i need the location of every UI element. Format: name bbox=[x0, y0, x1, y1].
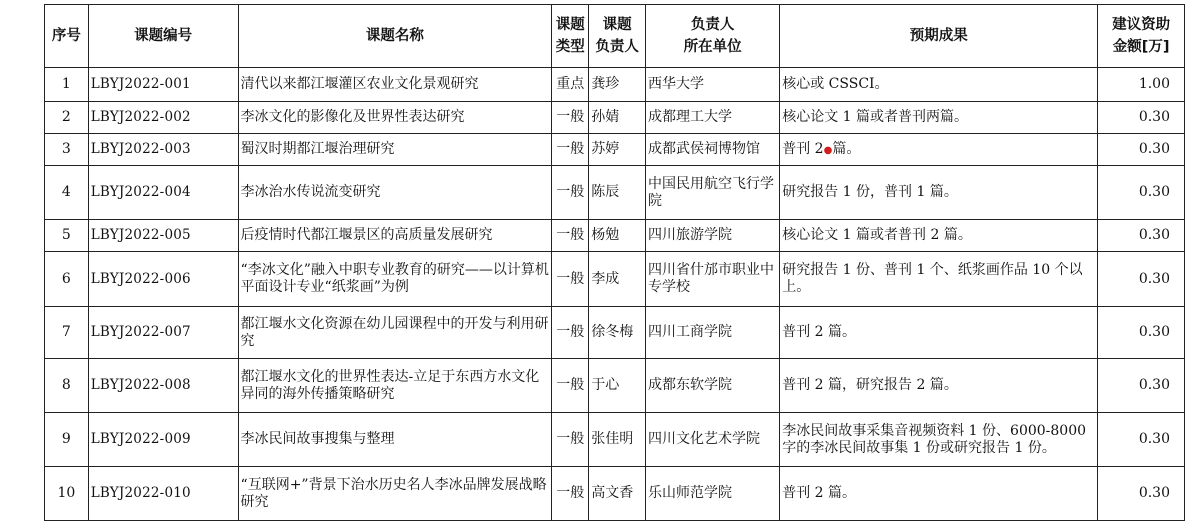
header-seq: 序号 bbox=[45, 5, 89, 68]
cell-type: 一般 bbox=[552, 102, 589, 134]
header-amount-line2: 金额[万] bbox=[1112, 39, 1170, 55]
cell-seq: 6 bbox=[45, 252, 89, 307]
cell-seq: 2 bbox=[45, 102, 89, 134]
cell-code: LBYJ2022-002 bbox=[88, 102, 238, 134]
cell-result: 研究报告 1 份、普刊 1 个、纸浆画作品 10 个以上。 bbox=[780, 252, 1098, 307]
cell-name: “互联网+”背景下治水历史名人李冰品牌发展战略研究 bbox=[238, 467, 552, 521]
cell-leader: 龚珍 bbox=[589, 68, 646, 102]
cell-result: 普刊 2 篇。 bbox=[780, 307, 1098, 359]
cell-name: 李冰民间故事搜集与整理 bbox=[238, 413, 552, 467]
cell-seq: 7 bbox=[45, 307, 89, 359]
cell-code: LBYJ2022-010 bbox=[88, 467, 238, 521]
cell-code: LBYJ2022-005 bbox=[88, 220, 238, 252]
cell-amount: 0.30 bbox=[1098, 134, 1185, 166]
cell-leader: 于心 bbox=[589, 359, 646, 413]
cell-type: 一般 bbox=[552, 220, 589, 252]
header-result: 预期成果 bbox=[780, 5, 1098, 68]
cell-leader: 高文香 bbox=[589, 467, 646, 521]
cell-name: “李冰文化”融入中职专业教育的研究——以计算机平面设计专业“纸浆画”为例 bbox=[238, 252, 552, 307]
cell-unit: 成都东软学院 bbox=[646, 359, 780, 413]
cell-amount: 0.30 bbox=[1098, 220, 1185, 252]
cell-result: 普刊 2 篇，研究报告 2 篇。 bbox=[780, 359, 1098, 413]
header-type-line1: 课题 bbox=[555, 17, 585, 33]
header-type bbox=[552, 5, 589, 68]
table-row bbox=[45, 220, 1185, 252]
cell-amount: 1.00 bbox=[1098, 68, 1185, 102]
cell-seq: 9 bbox=[45, 413, 89, 467]
cell-result: 李冰民间故事采集音视频资料 1 份、6000-8000 字的李冰民间故事集 1 份或研究报告 1 份。 bbox=[780, 413, 1098, 467]
header-amount-line1: 建议资助 bbox=[1112, 17, 1171, 33]
cell-leader: 徐冬梅 bbox=[589, 307, 646, 359]
table-row bbox=[45, 134, 1185, 166]
cell-amount: 0.30 bbox=[1098, 102, 1185, 134]
cell-amount: 0.30 bbox=[1098, 467, 1185, 521]
cell-result-tail: 篇。 bbox=[832, 140, 861, 157]
cell-code: LBYJ2022-004 bbox=[88, 166, 238, 220]
table-row bbox=[45, 413, 1185, 467]
cell-code: LBYJ2022-009 bbox=[88, 413, 238, 467]
cell-type: 一般 bbox=[552, 166, 589, 220]
cell-unit: 四川省什邡市职业中专学校 bbox=[646, 252, 780, 307]
table-row bbox=[45, 68, 1185, 102]
header-unit-line2: 所在单位 bbox=[683, 39, 742, 55]
cell-name: 李冰文化的影像化及世界性表达研究 bbox=[238, 102, 552, 134]
header-leader-line2: 负责人 bbox=[595, 39, 639, 55]
cell-leader: 陈辰 bbox=[589, 166, 646, 220]
cell-name: 都江堰水文化的世界性表达-立足于东西方水文化异同的海外传播策略研究 bbox=[238, 359, 552, 413]
cell-type: 一般 bbox=[552, 413, 589, 467]
header-row bbox=[45, 5, 1185, 68]
cell-seq: 8 bbox=[45, 359, 89, 413]
cell-unit: 成都理工大学 bbox=[646, 102, 780, 134]
cell-amount: 0.30 bbox=[1098, 359, 1185, 413]
header-amount bbox=[1098, 5, 1185, 68]
cell-leader: 杨勉 bbox=[589, 220, 646, 252]
table-row bbox=[45, 359, 1185, 413]
header-unit bbox=[646, 5, 780, 68]
table-row bbox=[45, 307, 1185, 359]
cell-type: 一般 bbox=[552, 134, 589, 166]
cell-unit: 四川工商学院 bbox=[646, 307, 780, 359]
cell-code: LBYJ2022-006 bbox=[88, 252, 238, 307]
header-type-line2: 类型 bbox=[555, 39, 585, 55]
cell-result: 研究报告 1 份，普刊 1 篇。 bbox=[780, 166, 1098, 220]
cell-type: 一般 bbox=[552, 467, 589, 521]
cell-leader: 孙婧 bbox=[589, 102, 646, 134]
cell-unit: 中国民用航空飞行学院 bbox=[646, 166, 780, 220]
cell-seq: 10 bbox=[45, 467, 89, 521]
cell-leader: 李成 bbox=[589, 252, 646, 307]
cell-unit: 西华大学 bbox=[646, 68, 780, 102]
cell-seq: 3 bbox=[45, 134, 89, 166]
header-unit-line1: 负责人 bbox=[690, 17, 735, 33]
cell-seq: 1 bbox=[45, 68, 89, 102]
cell-code: LBYJ2022-001 bbox=[88, 68, 238, 102]
cell-result: 普刊 2 篇。 bbox=[780, 467, 1098, 521]
cell-type: 一般 bbox=[552, 307, 589, 359]
table-row bbox=[45, 102, 1185, 134]
cell-result-text: 普刊 2 bbox=[782, 140, 824, 157]
cell-result: 核心或 CSSCI。 bbox=[780, 68, 1098, 102]
cell-name: 清代以来都江堰灌区农业文化景观研究 bbox=[238, 68, 552, 102]
header-name: 课题名称 bbox=[238, 5, 552, 68]
header-code: 课题编号 bbox=[88, 5, 238, 68]
cell-amount: 0.30 bbox=[1098, 413, 1185, 467]
table-row bbox=[45, 166, 1185, 220]
cell-unit: 四川文化艺术学院 bbox=[646, 413, 780, 467]
header-leader bbox=[589, 5, 646, 68]
cell-type: 一般 bbox=[552, 252, 589, 307]
cell-seq: 4 bbox=[45, 166, 89, 220]
cell-type: 一般 bbox=[552, 359, 589, 413]
cell-seq: 5 bbox=[45, 220, 89, 252]
cell-leader: 苏婷 bbox=[589, 134, 646, 166]
table-row bbox=[45, 252, 1185, 307]
cell-name: 蜀汉时期都江堰治理研究 bbox=[238, 134, 552, 166]
cell-result: 核心论文 1 篇或者普刊两篇。 bbox=[780, 102, 1098, 134]
cell-amount: 0.30 bbox=[1098, 166, 1185, 220]
cell-type: 重点 bbox=[552, 68, 589, 102]
header-leader-line1: 课题 bbox=[602, 17, 632, 33]
cell-result: 核心论文 1 篇或者普刊 2 篇。 bbox=[780, 220, 1098, 252]
cell-unit: 四川旅游学院 bbox=[646, 220, 780, 252]
cell-amount: 0.30 bbox=[1098, 252, 1185, 307]
cell-unit: 成都武侯祠博物馆 bbox=[646, 134, 780, 166]
table-row bbox=[45, 467, 1185, 521]
cell-result bbox=[780, 134, 1098, 166]
cell-code: LBYJ2022-007 bbox=[88, 307, 238, 359]
red-dot-mark: ● bbox=[823, 144, 833, 156]
cell-code: LBYJ2022-008 bbox=[88, 359, 238, 413]
project-table bbox=[44, 4, 1185, 521]
cell-name: 都江堰水文化资源在幼儿园课程中的开发与利用研究 bbox=[238, 307, 552, 359]
cell-name: 李冰治水传说流变研究 bbox=[238, 166, 552, 220]
cell-code: LBYJ2022-003 bbox=[88, 134, 238, 166]
cell-unit: 乐山师范学院 bbox=[646, 467, 780, 521]
cell-amount: 0.30 bbox=[1098, 307, 1185, 359]
cell-leader: 张佳明 bbox=[589, 413, 646, 467]
cell-name: 后疫情时代都江堰景区的高质量发展研究 bbox=[238, 220, 552, 252]
